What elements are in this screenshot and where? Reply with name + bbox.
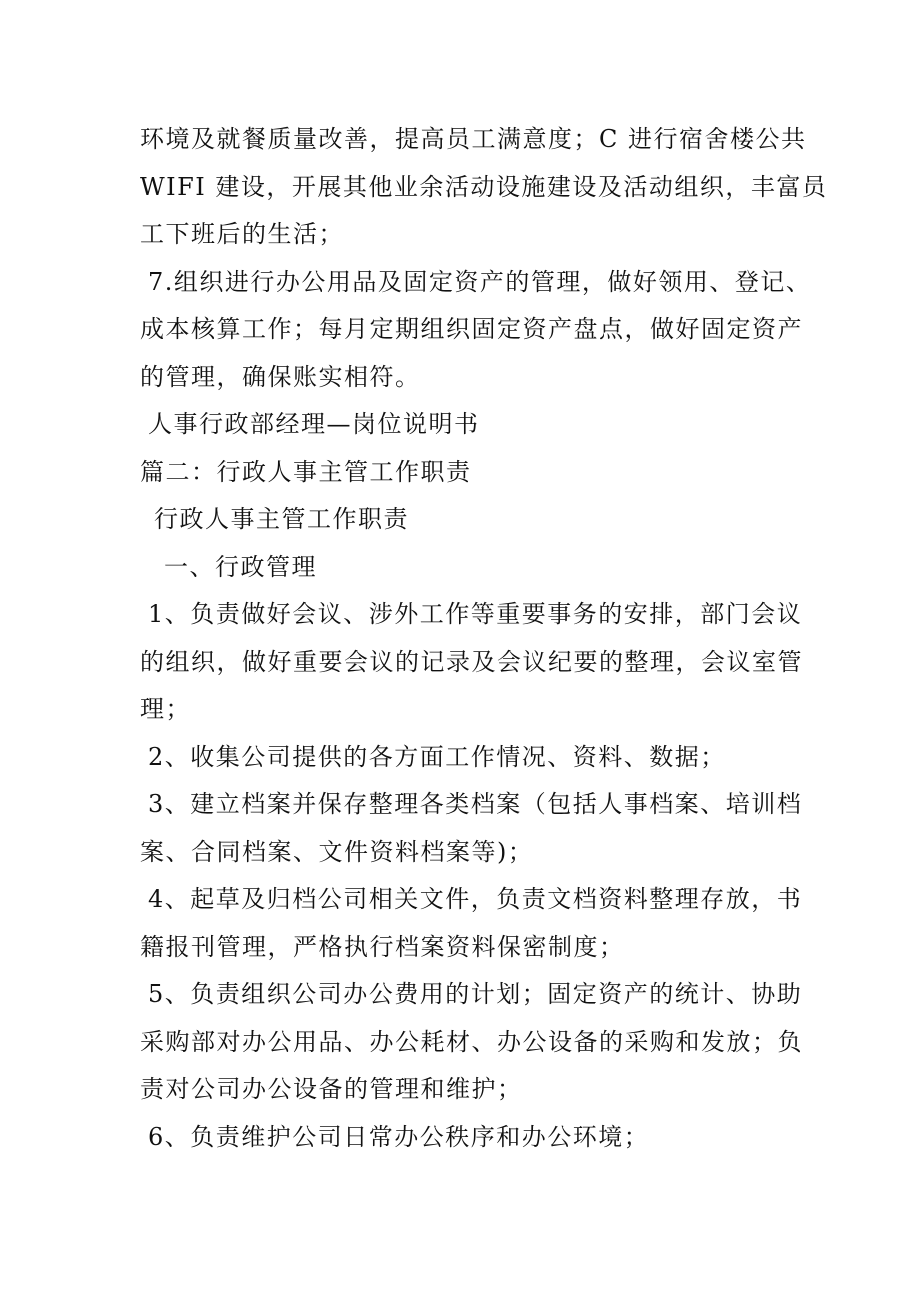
list-item-2: 2、收集公司提供的各方面工作情况、资料、数据； [148,742,726,771]
paragraph-line: 案、合同档案、文件资料档案等)； [140,837,534,866]
paragraph-line: 成本核算工作；每月定期组织固定资产盘点，做好固定资产 [140,315,803,343]
paragraph-line: 环境及就餐质量改善，提高员工满意度；C 进行宿舍楼公共 [140,125,807,153]
paragraph-line: 理； [140,695,191,723]
paragraph-line: 工下班后的生活； [140,220,344,248]
paragraph-line: 的组织，做好重要会议的记录及会议纪要的整理，会议室管 [140,647,803,676]
document-body [140,116,828,1161]
list-item-1: 1、负责做好会议、涉外工作等重要事务的安排，部门会议 [148,600,803,628]
document-title: 行政人事主管工作职责 [154,505,409,533]
list-item-5: 5、负责组织公司办公费用的计划；固定资产的统计、协助 [148,980,803,1008]
paragraph-line: 采购部对办公用品、办公耗材、办公设备的采购和发放；负 [140,1027,803,1056]
paragraph-line: 籍报刊管理，严格执行档案资料保密制度； [140,932,625,961]
paragraph-line: 责对公司办公设备的管理和维护； [140,1075,523,1103]
list-item-4: 4、起草及归档公司相关文件，负责文档资料整理存放，书 [148,885,803,913]
paragraph-line: WIFI 建设，开展其他业余活动设施建设及活动组织，丰富员 [140,172,828,201]
chapter-heading: 篇二：行政人事主管工作职责 [140,457,472,486]
list-item-3: 3、建立档案并保存整理各类档案（包括人事档案、培训档 [148,790,803,818]
section-heading: 一、行政管理 [164,552,317,581]
paragraph-line: 的管理，确保账实相符。 [140,362,421,391]
section-caption: 人事行政部经理—岗位说明书 [148,410,480,438]
list-item-7: 7.组织进行办公用品及固定资产的管理，做好领用、登记、 [148,267,812,296]
list-item-6: 6、负责维护公司日常办公秩序和办公环境； [148,1122,650,1151]
